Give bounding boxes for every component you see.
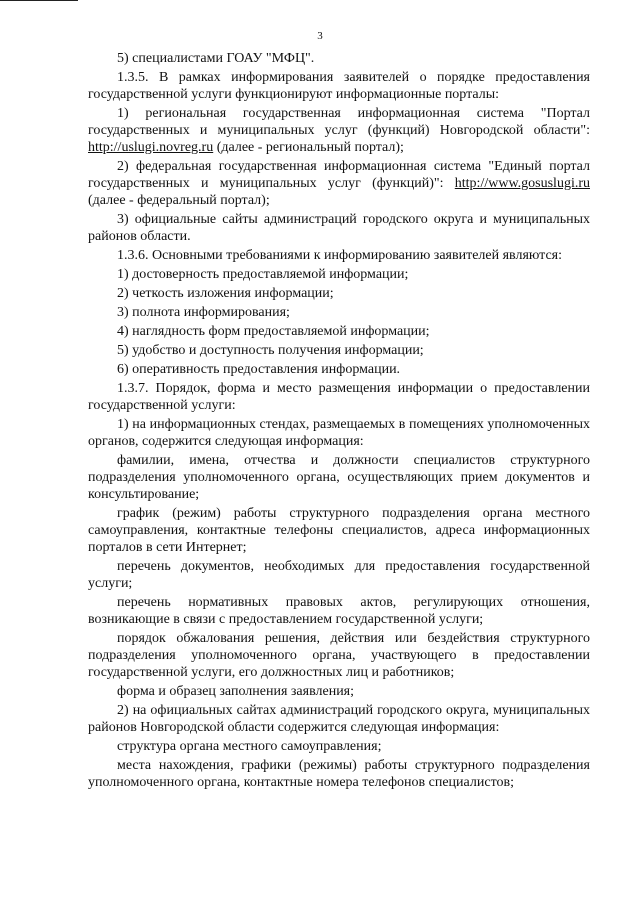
- stand-info-item: перечень нормативных правовых актов, регулирующих отношения, возникающие в связи с предоставлением государственной услуги;: [88, 595, 590, 627]
- regional-portal-suffix: (далее - региональный портал);: [213, 140, 404, 155]
- federal-portal-text: 2) федеральная государственная информационная система "Единый портал государственных и муниципальных услуг (функций)":: [88, 159, 590, 191]
- paragraph-official-sites: 3) официальные сайты администраций городского округа и муниципальных районов области.: [88, 212, 590, 244]
- requirement-item: 6) оперативность предоставления информации.: [117, 362, 401, 377]
- paragraph-info-stands: 1) на информационных стендах, размещаемых в помещениях уполномоченных органов, содержится следующая информация:: [88, 417, 590, 449]
- website-info-item: места нахождения, графики (режимы) работы структурного подразделения уполномоченного органа, контактные номера телефонов специалистов;: [88, 758, 590, 790]
- paragraph-1-3-5: 1.3.5. В рамках информирования заявителей о порядке предоставления государственной услуги функционируют информационные порталы:: [88, 70, 590, 102]
- paragraph-federal-portal: [88, 158, 590, 209]
- federal-portal-link[interactable]: http://www.gosuslugi.ru: [454, 176, 590, 191]
- regional-portal-text: 1) региональная государственная информационная система "Портал государственных и муниципальных услуг (функций) Новгородской области":: [88, 106, 590, 138]
- document-body: [88, 50, 590, 793]
- paragraph-1-3-7: 1.3.7. Порядок, форма и место размещения информации о предоставлении государственной услуги:: [88, 381, 590, 413]
- paragraph-5-mfc: 5) специалистами ГОАУ "МФЦ".: [117, 51, 315, 66]
- corner-rule: [0, 0, 78, 1]
- stand-info-item: фамилии, имена, отчества и должности специалистов структурного подразделения уполномоченного органа, осуществляющих прием документов и консультирование;: [88, 453, 590, 502]
- paragraph-1-3-6: 1.3.6. Основными требованиями к информированию заявителей являются:: [117, 248, 563, 263]
- website-info-item: структура органа местного самоуправления;: [117, 739, 382, 754]
- requirement-item: 5) удобство и доступность получения информации;: [117, 343, 424, 358]
- requirement-item: 2) четкость изложения информации;: [117, 286, 334, 301]
- federal-portal-suffix: (далее - федеральный портал);: [88, 193, 270, 208]
- requirement-item: 4) наглядность форм предоставляемой информации;: [117, 324, 430, 339]
- stand-info-item: график (режим) работы структурного подразделения органа местного самоуправления, контактные телефоны специалистов, адреса информационных порталов в сети Интернет;: [88, 506, 590, 555]
- requirement-item: 3) полнота информирования;: [117, 305, 290, 320]
- requirement-item: 1) достоверность предоставляемой информации;: [117, 267, 409, 282]
- stand-info-item: перечень документов, необходимых для предоставления государственной услуги;: [88, 559, 590, 591]
- paragraph-regional-portal: [88, 105, 590, 156]
- stand-info-item: порядок обжалования решения, действия или бездействия структурного подразделения уполномоченного органа, участвующего в предоставлении государственной услуги, его должностных лиц и работников;: [88, 631, 590, 680]
- paragraph-official-websites: 2) на официальных сайтах администраций городского округа, муниципальных районов Новгородской области содержится следующая информация:: [88, 703, 590, 735]
- regional-portal-link[interactable]: http://uslugi.novreg.ru: [88, 140, 214, 155]
- page-number: 3: [317, 30, 323, 42]
- stand-info-item: форма и образец заполнения заявления;: [117, 684, 355, 699]
